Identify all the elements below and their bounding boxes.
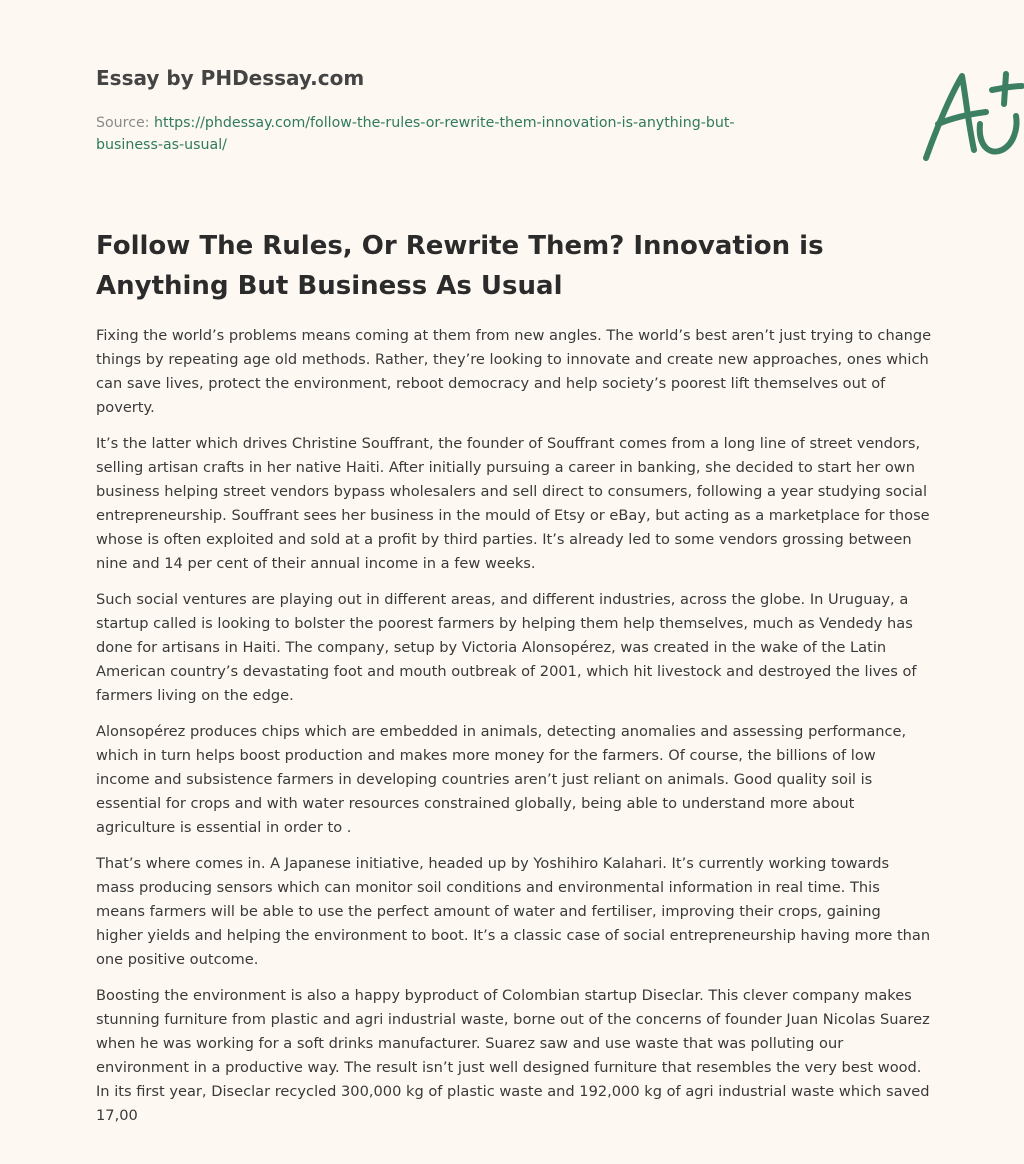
paragraph: Boosting the environment is also a happy byproduct of Colombian startup Diseclar. This clever company makes stunning furniture from plastic and agri industrial waste, borne out of the concerns of founder Juan Nicolas Suarez when he was working for a soft drinks manufacturer. Suarez saw and use waste that was polluting our environment in a productive way. The result isn’t just well designed furniture that resembles the very best wood. In its first year, Diseclar recycled 300,000 kg of plastic waste and 192,000 kg of agri industrial waste which saved 17,00 xyxy=(96,987,930,1124)
paragraph: Such social ventures are playing out in different areas, and different industries, across the globe. In Uruguay, a startup called is looking to bolster the poorest farmers by helping them help themselves, much as Vendedy has done for artisans in Haiti. The company, setup by Victoria Alonsopérez, was created in the wake of the Latin American country’s devastating foot and mouth outbreak of 2001, which hit livestock and destroyed the lives of farmers living on the edge. xyxy=(96,591,917,704)
paragraph: Fixing the world’s problems means coming at them from new angles. The world’s best aren’t just trying to change things by repeating age old methods. Rather, they’re looking to innovate and create new approaches, ones which can save lives, protect the environment, reboot democracy and help society’s poorest lift themselves out of poverty. xyxy=(96,327,932,416)
source-link[interactable]: https://phdessay.com/follow-the-rules-or-rewrite-them-innovation-is-anything-but-business-as-usual/ xyxy=(96,115,735,153)
site-brand: Essay by PHDessay.com xyxy=(96,66,365,90)
source-label: Source: xyxy=(96,115,150,131)
source-line xyxy=(96,112,776,156)
paragraph: It’s the latter which drives Christine Souffrant, the founder of Souffrant comes from a long line of street vendors, selling artisan crafts in her native Haiti. After initially pursuing a career in banking, she decided to start her own business helping street vendors bypass wholesalers and sell direct to consumers, following a year studying social entrepreneurship. Souffrant sees her business in the mould of Etsy or eBay, but acting as a marketplace for those whose is often exploited and sold at a profit by third parties. It’s already led to some vendors grossing between nine and 14 per cent of their annual income in a few weeks. xyxy=(96,435,930,572)
essay-title: Follow The Rules, Or Rewrite Them? Innovation is Anything But Business As Usual xyxy=(96,231,824,301)
paragraph: Alonsopérez produces chips which are embedded in animals, detecting anomalies and assessing performance, which in turn helps boost production and makes more money for the farmers. Of course, the billions of low income and subsistence farmers in developing countries aren’t just reliant on animals. Good quality soil is essential for crops and with water resources constrained globally, being able to understand more about agriculture is essential in order to . xyxy=(96,723,907,836)
paragraph: That’s where comes in. A Japanese initiative, headed up by Yoshihiro Kalahari. It’s currently working towards mass producing sensors which can monitor soil conditions and environmental information in real time. This means farmers will be able to use the perfect amount of water and fertiliser, improving their crops, gaining higher yields and helping the environment to boot. It’s a classic case of social entrepreneurship having more than one positive outcome. xyxy=(96,855,931,968)
a-plus-logo-icon xyxy=(918,64,1024,168)
essay-body xyxy=(96,324,932,1140)
